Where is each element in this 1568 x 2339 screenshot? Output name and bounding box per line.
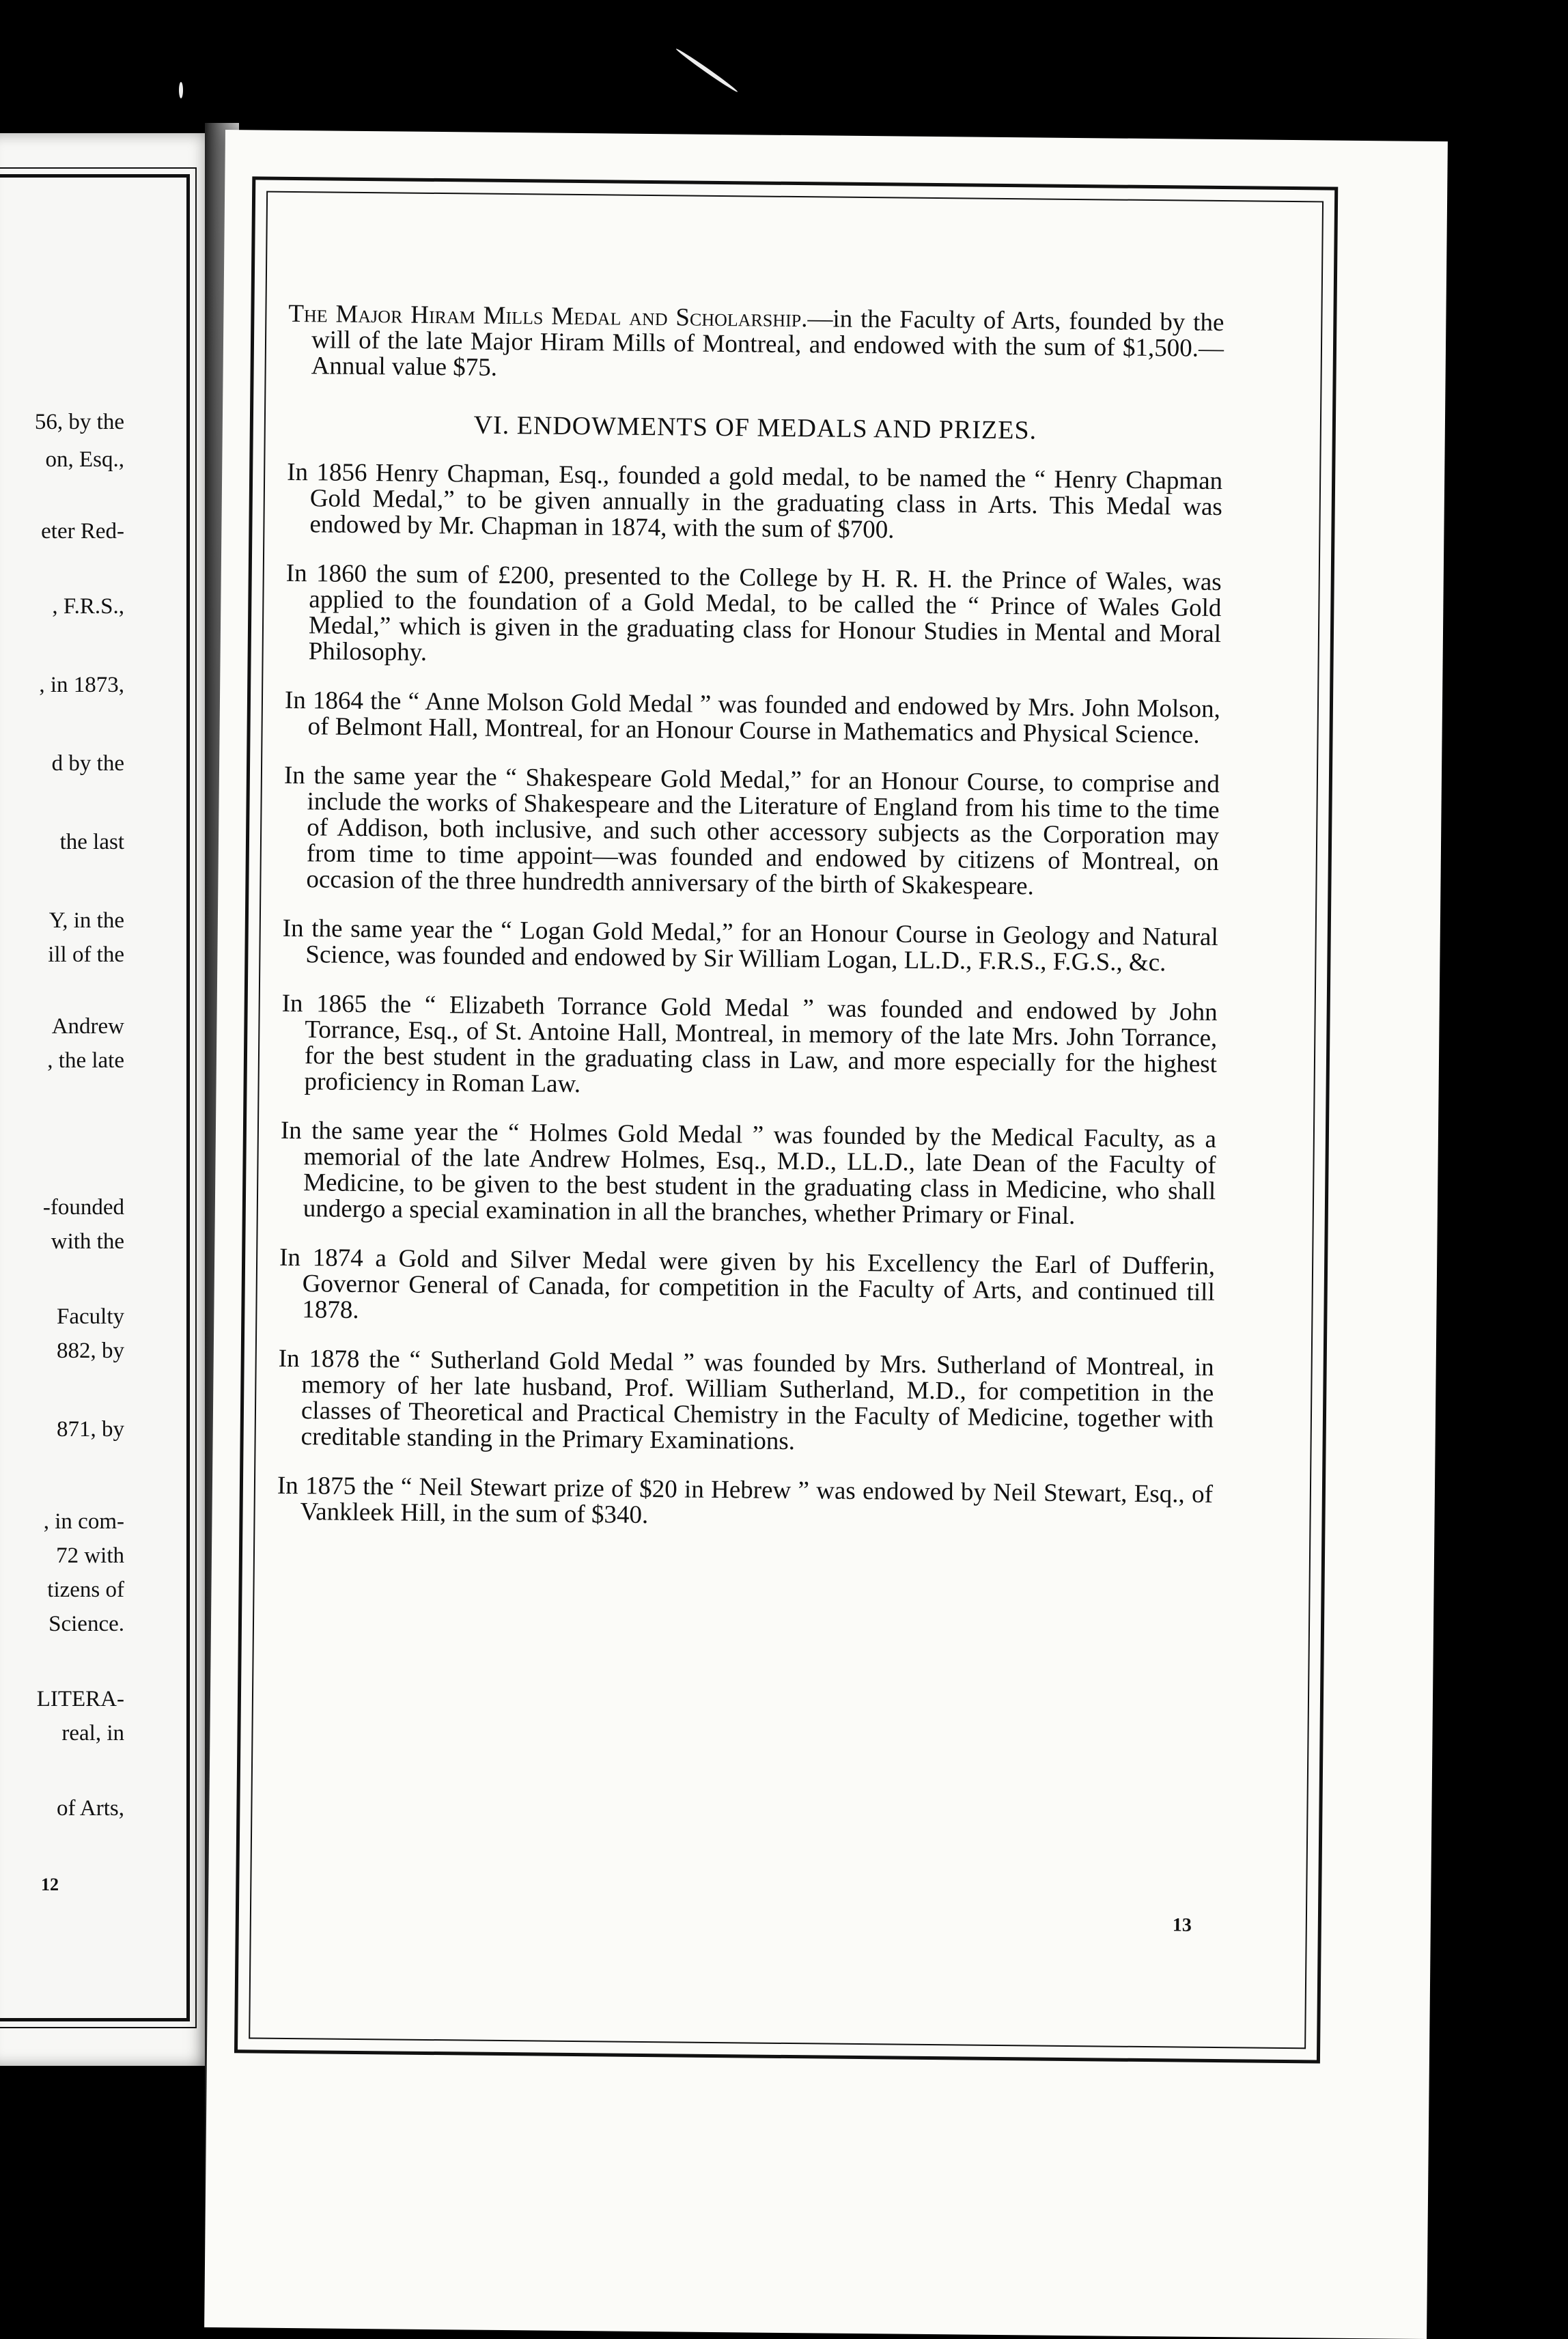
left-page-line: eter Red- xyxy=(41,519,124,544)
left-page-line: tizens of xyxy=(47,1578,124,1602)
left-page xyxy=(0,133,217,2066)
left-page-line: Science. xyxy=(48,1612,124,1636)
paragraph-shakespeare: In the same year the “ Shakespeare Gold Medal,” for an Honour Course, to comprise and include the works of Shakespeare and the Literature of England from his time to the time of Addison, both inclusive, and such other accessory subjects as the Corporation may from time to time appoint—was founded and endowed by citizens of Montreal, on occasion of the three hundredth anniversary of the birth of Skakespeare. xyxy=(283,761,1220,901)
left-page-line: 871, by xyxy=(57,1417,124,1442)
left-page-line: , F.R.S., xyxy=(52,594,124,619)
left-page-line: -founded xyxy=(42,1195,124,1220)
scan-speck xyxy=(179,82,183,98)
paragraph-logan: In the same year the “ Logan Gold Medal,” for an Honour Course in Geology and Natural Science, was founded and endowed by Sir William Logan, LL.D., F.R.S., F.G.S., &c. xyxy=(282,914,1218,977)
intro-title: The Major Hiram Mills Medal and Scholarship. xyxy=(288,299,808,333)
paragraph-sutherland: In 1878 the “ Sutherland Gold Medal ” was founded by Mrs. Sutherland of Montreal, in memory of her late husband, Prof. William Sutherland, M.D., for competition in the classes of Theoretical and Practical Chemistry in the Faculty of Medicine, together with creditable standing in the Primary Examinations. xyxy=(278,1344,1214,1456)
page-number: 13 xyxy=(1172,1914,1192,1936)
left-page-line: with the xyxy=(51,1229,124,1254)
scan-speck xyxy=(675,47,739,94)
left-page-line: Faculty xyxy=(57,1304,124,1329)
paragraph-dufferin: In 1874 a Gold and Silver Medal were given by his Excellency the Earl of Dufferin, Governor General of Canada, for competition in the Faculty of Arts, and continued till 1878. xyxy=(279,1243,1216,1324)
left-page-line: of Arts, xyxy=(57,1796,124,1821)
left-page-line: , in 1873, xyxy=(39,673,124,697)
left-page-line: ill of the xyxy=(48,942,124,967)
left-page-line: Andrew xyxy=(51,1014,124,1039)
left-page-line: d by the xyxy=(51,751,124,776)
left-page-line: real, in xyxy=(61,1721,124,1746)
paragraph-anne-molson: In 1864 the “ Anne Molson Gold Medal ” was founded and endowed by Mrs. John Molson, of Belmont Hall, Montreal, for an Honour Course in Mathematics and Physical Science. xyxy=(284,686,1221,749)
paragraph-torrance: In 1865 the “ Elizabeth Torrance Gold Medal ” was founded and endowed by John Torrance, Esq., of St. Antoine Hall, Montreal, in memory of the late Mrs. John Torrance, for the best student in the graduating class in Law, and more especially for the highest proficiency in Roman Law. xyxy=(281,989,1218,1099)
page-content xyxy=(277,301,1224,1557)
left-page-line: 72 with xyxy=(56,1543,124,1568)
intro-text: —in the Faculty of Arts, founded by the will of the late Major Hiram Mills of Montreal, and endowed with the sum of $1,500.—Annual value $75. xyxy=(311,305,1224,382)
section-heading: VI. ENDOWMENTS OF MEDALS AND PRIZES. xyxy=(473,410,1037,445)
left-page-line: Y, in the xyxy=(48,908,124,933)
intro-paragraph xyxy=(288,301,1224,388)
left-page-line: LITERA- xyxy=(36,1687,124,1711)
left-page-line: 56, by the xyxy=(34,410,124,434)
paragraph-prince-of-wales: In 1860 the sum of £200, presented to the College by H. R. H. the Prince of Wales, was applied to the foundation of a Gold Medal, to be called the “ Prince of Wales Gold Medal,” which is given in the graduating class for Honour Studies in Mental and Moral Philosophy. xyxy=(285,559,1222,667)
paragraph-neil-stewart: In 1875 the “ Neil Stewart prize of $20 in Hebrew ” was endowed by Neil Stewart, Esq., of Vankleek Hill, in the sum of $340. xyxy=(277,1471,1214,1530)
left-page-line: the last xyxy=(59,830,124,854)
left-page-number: 12 xyxy=(41,1875,59,1894)
left-page-line: , in com- xyxy=(43,1509,124,1534)
paragraph-holmes: In the same year the “ Holmes Gold Medal ” was founded by the Medical Faculty, as a memorial of the late Andrew Holmes, Esq., M.D., LL.D., late Dean of the Faculty of Medicine, to be given to the best student in the graduating class in Medicine, who shall undergo a special examination in all the branches, whether Primary or Final. xyxy=(280,1116,1217,1231)
left-page-line: 882, by xyxy=(57,1339,124,1363)
paragraph-chapman: In 1856 Henry Chapman, Esq., founded a gold medal, to be named the “ Henry Chapman Gold Medal,” to be given annually in the graduating class in Arts. This Medal was endowed by Mr. Chapman in 1874, with the sum of $700. xyxy=(286,458,1223,544)
left-page-line: on, Esq., xyxy=(45,447,124,472)
left-page-line: , the late xyxy=(47,1048,124,1073)
right-page xyxy=(204,130,1448,2339)
